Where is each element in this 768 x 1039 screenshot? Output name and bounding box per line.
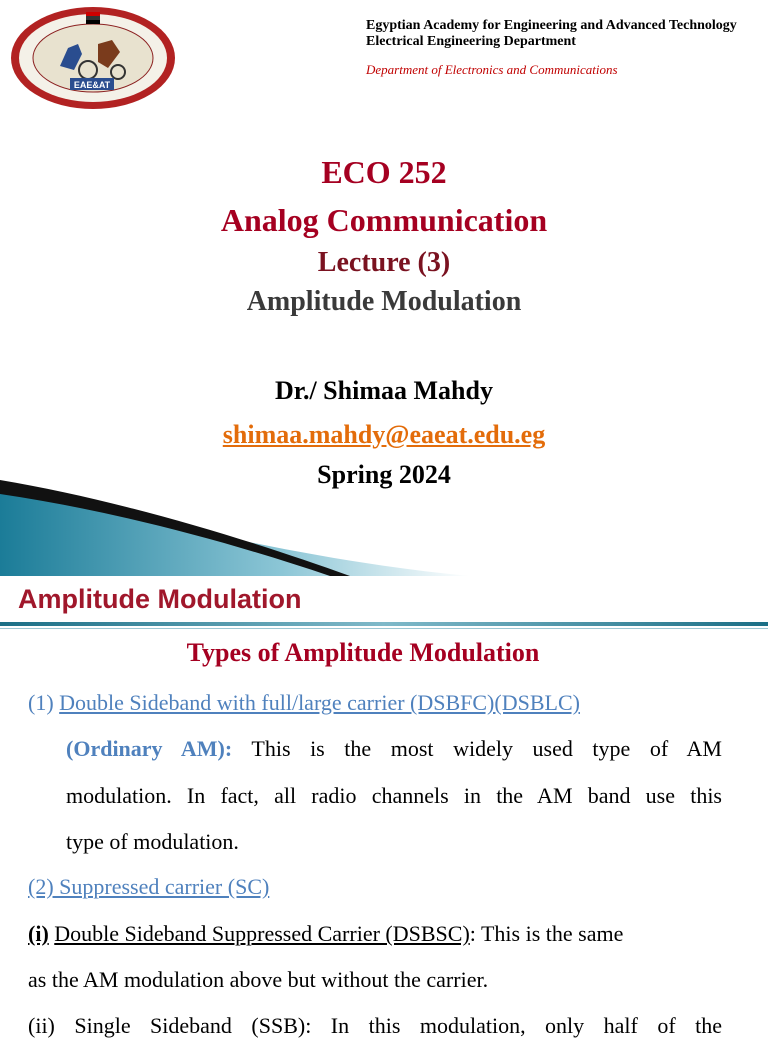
department-name: Electrical Engineering Department — [366, 34, 576, 49]
subdepartment-name: Department of Electronics and Communications — [366, 62, 618, 77]
course-name: Analog Communication — [220, 202, 548, 238]
sub-i-text-b: as the AM modulation above but without the carrier. — [28, 967, 489, 992]
title-divider — [0, 622, 768, 626]
item-1-text-c: type of modulation. — [66, 829, 239, 854]
academy-logo — [8, 4, 178, 112]
author-name: Dr./ Shimaa Mahdy — [275, 376, 493, 405]
institution-name: Egyptian Academy for Engineering and Advanced Technology — [366, 18, 737, 33]
item-1-text-b: modulation. In fact, all radio channels in the AM band use this — [66, 783, 722, 808]
item-1-text-a: This is the most widely used type of AM — [251, 736, 722, 761]
sub-i-label: (i) — [28, 921, 49, 946]
slide-title: Amplitude Modulation — [18, 584, 302, 614]
sub-i-term: Double Sideband Suppressed Carrier (DSBSC) — [54, 921, 470, 946]
item-1-link[interactable]: Double Sideband with full/large carrier (DSBFC)(DSBLC) — [59, 690, 580, 715]
item-1-number: (1) — [28, 690, 54, 715]
author-email-link[interactable]: shimaa.mahdy@eaeat.edu.eg — [222, 420, 546, 449]
institution-block — [366, 18, 737, 50]
item-2-heading[interactable]: (2) Suppressed carrier (SC) — [28, 874, 270, 899]
course-code: ECO 252 — [321, 154, 447, 190]
sub-i-line-1 — [28, 921, 623, 947]
item-1-line-1 — [28, 690, 580, 716]
decorative-swoosh — [0, 480, 768, 576]
item-1-line-2 — [66, 736, 722, 762]
item-1-term: (Ordinary AM): — [66, 736, 233, 761]
sub-ii-text: (ii) Single Sideband (SSB): In this modulation, only half of the — [28, 1013, 722, 1038]
term: Spring 2024 — [317, 460, 451, 489]
slide-subtitle: Types of Amplitude Modulation — [186, 638, 540, 667]
content-slide — [0, 576, 768, 1038]
title-divider-thin — [0, 628, 768, 629]
logo-text: EAE&AT — [73, 80, 111, 90]
sub-i-text-a: : This is the same — [469, 921, 624, 946]
lecture-number: Lecture (3) — [317, 247, 451, 278]
lecture-topic: Amplitude Modulation — [246, 286, 522, 317]
